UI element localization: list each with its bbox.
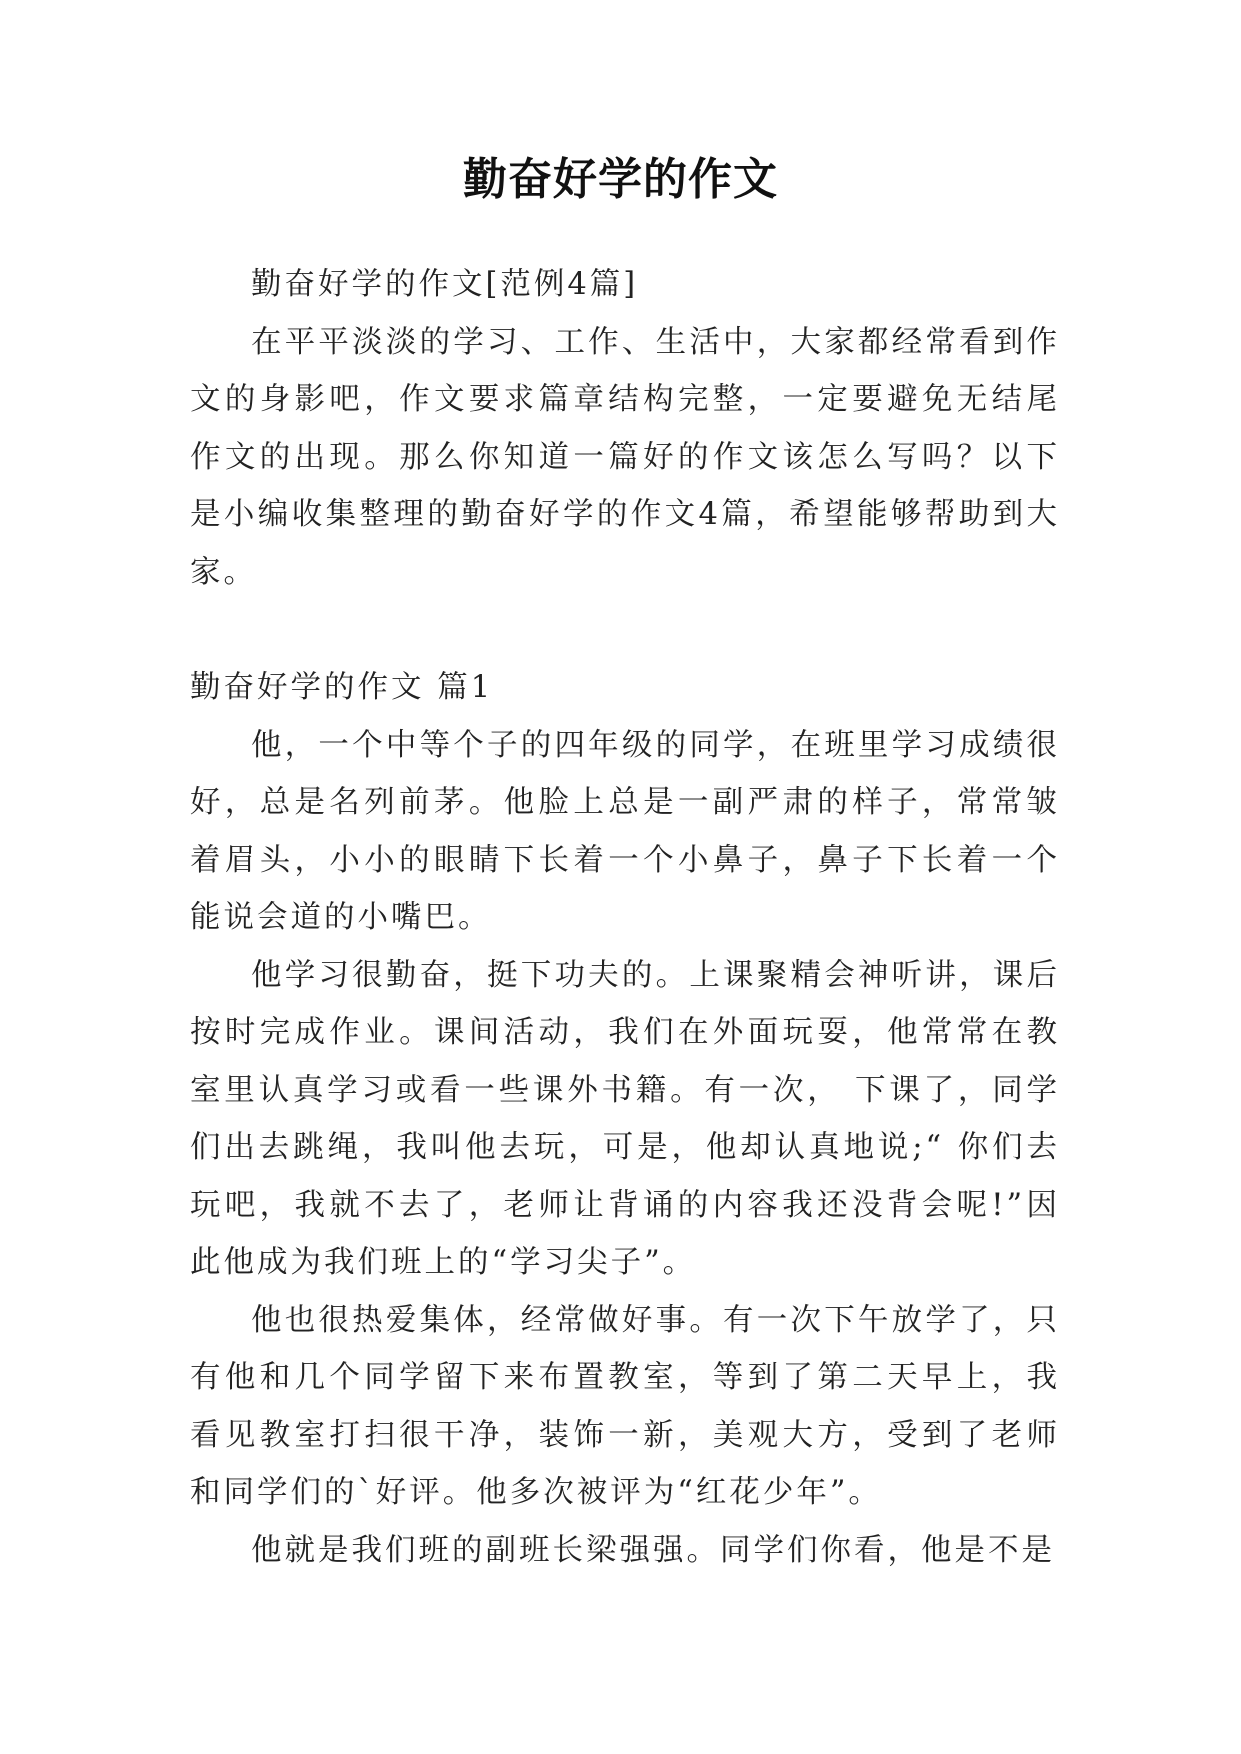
body-paragraph: 他也很热爱集体，经常做好事。有一次下午放学了，只有他和几个同学留下来布置教室，等到了第二天早上，我看见教室打扫很干净，装饰一新，美观大方，受到了老师和同学们的`好评。他多次被评为“红花少年”。 (190, 1302, 1060, 1510)
document-body (190, 256, 1060, 1579)
document-subtitle: 勤奋好学的作文[范例4篇] (251, 267, 639, 302)
body-paragraph: 他学习很勤奋，挺下功夫的。上课聚精会神听讲，课后按时完成作业。课间活动，我们在外面玩耍，他常常在教室里认真学习或看一些课外书籍。有一次， 下课了，同学们出去跳绳，我叫他去玩，可是，他却认真地说;“ 你们去玩吧，我就不去了，老师让背诵的内容我还没背会呢!”因此他成为我们班上的“学习尖子”。 (190, 957, 1060, 1280)
body-paragraph: 他就是我们班的副班长梁强强。同学们你看，他是不是 (251, 1532, 1055, 1568)
body-paragraph: 他，一个中等个子的四年级的同学，在班里学习成绩很好，总是名列前茅。他脸上总是一副严肃的样子，常常皱着眉头，小小的眼睛下长着一个小鼻子，鼻子下长着一个能说会道的小嘴巴。 (190, 727, 1060, 935)
document-title: 勤奋好学的作文 (463, 154, 778, 205)
section-heading: 勤奋好学的作文 篇1 (190, 670, 494, 705)
intro-paragraph: 在平平淡淡的学习、工作、生活中，大家都经常看到作文的身影吧，作文要求篇章结构完整，一定要避免无结尾作文的出现。那么你知道一篇好的作文该怎么写吗？以下是小编收集整理的勤奋好学的作文4篇，希望能够帮助到大家。 (190, 324, 1060, 590)
